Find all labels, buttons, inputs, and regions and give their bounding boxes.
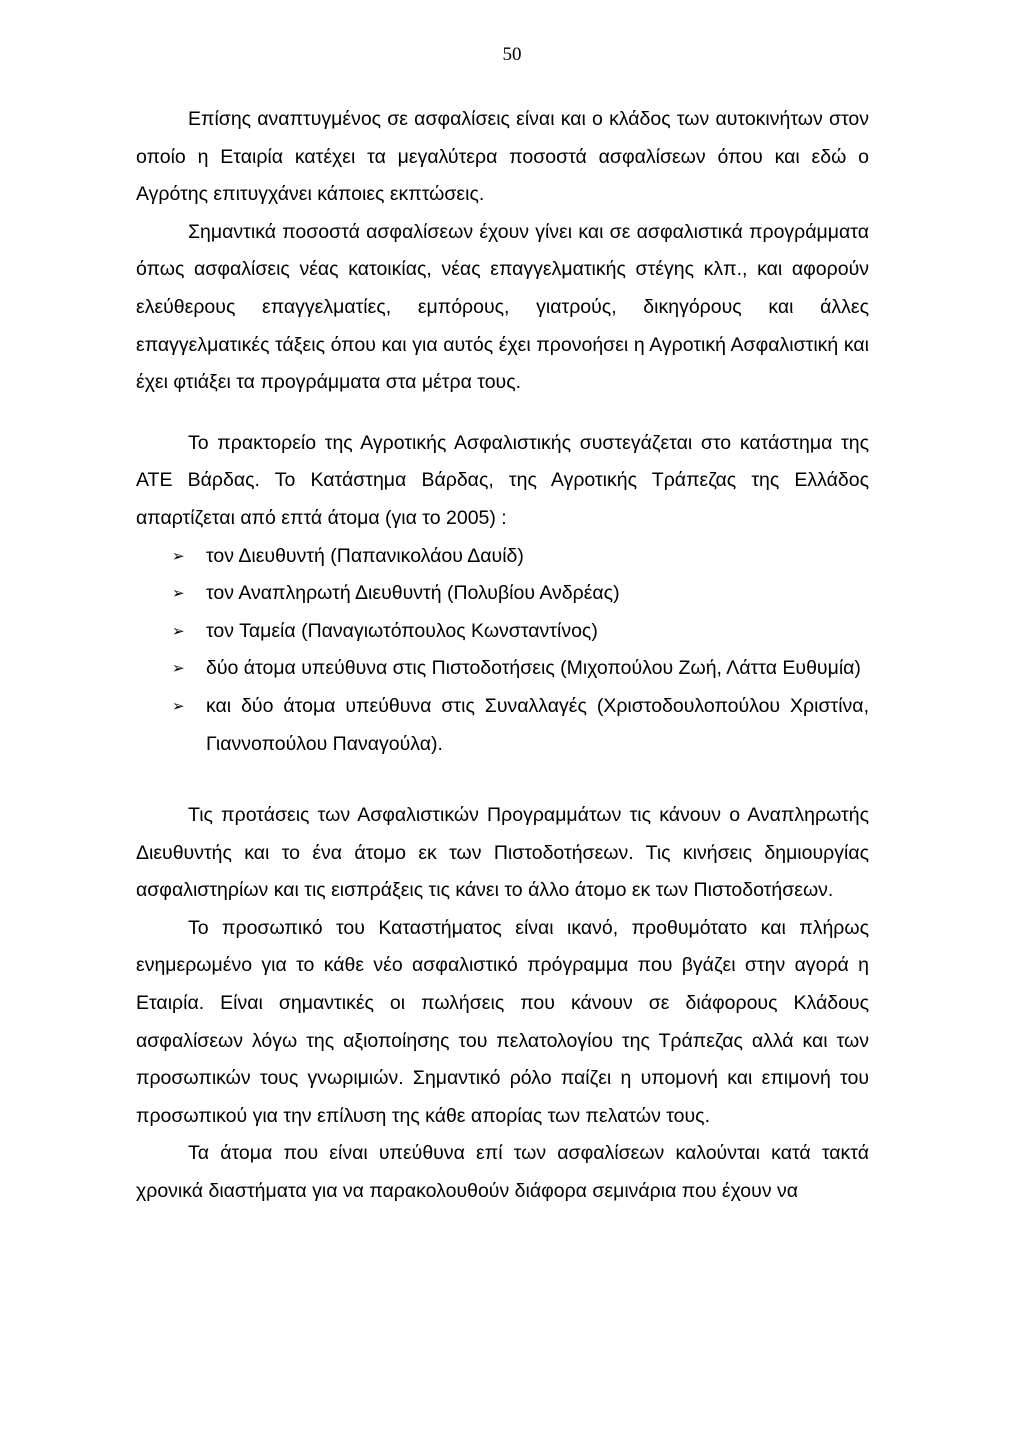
arrowhead-bullet-icon: ➢ — [172, 546, 185, 565]
list-item-text: τον Αναπληρωτή Διευθυντή (Πολυβίου Ανδρέας) — [206, 582, 620, 605]
list-item-text: τον Ταμεία (Παναγιωτόπουλος Κωνσταντίνος) — [206, 619, 598, 642]
paragraph-insurance-programs: Σημαντικά ποσοστά ασφαλίσεων έχουν γίνει και σε ασφαλιστικά προγράμματα όπως ασφαλίσεις νέας κατοικίας, νέας επαγγελματικής στέγης κλπ., και αφορούν ελεύθερους επαγγελματίες, εμπόρους, γιατρούς, δικηγόρους και άλλες επαγγελματικές τάξεις όπου και για αυτός έχει προνοήσει η Αγροτική Ασφαλιστική και έχει φτιάξει τα προγράμματα στα μέτρα τους. — [136, 220, 869, 394]
paragraph-seminars: Τα άτομα που είναι υπεύθυνα επί των ασφαλίσεων καλούνται κατά τακτά χρονικά διαστήματα για να παρακολουθούν διάφορα σεμινάρια που έχουν να — [136, 1142, 869, 1203]
paragraph-staff-quality: Το προσωπικό του Καταστήματος είναι ικανό, προθυμότατο και πλήρως ενημερωμένο για το κάθε νέο ασφαλιστικό πρόγραμμα που βγάζει στην αγορά η Εταιρία. Είναι σημαντικές οι πωλήσεις που κάνουν σε διάφορους Κλάδους ασφαλίσεων λόγω της αξιοποίησης του πελατολογίου της Τράπεζας αλλά και των προσωπικών τους γνωριμιών. Σημαντικό ρόλο παίζει η υπομονή και επιμονή του προσωπικού για την επίλυση της κάθε απορίας των πελατών τους. — [136, 916, 869, 1127]
list-item-text: τον Διευθυντή (Παπανικολάου Δαυίδ) — [206, 544, 524, 567]
list-item-text: και δύο άτομα υπεύθυνα στις Συναλλαγές (Χριστοδουλοπούλου Χριστίνα, Γιαννοπούλου Παναγούλα). — [206, 694, 869, 755]
list-item — [136, 650, 869, 688]
list-item-text: δύο άτομα υπεύθυνα στις Πιστοδοτήσεις (Μιχοπούλου Ζωή, Λάττα Ευθυμία) — [206, 657, 861, 680]
arrowhead-bullet-icon: ➢ — [172, 621, 185, 640]
document-body — [136, 101, 869, 1211]
list-item — [136, 613, 869, 651]
paragraph-program-proposals: Τις προτάσεις των Ασφαλιστικών Προγραμμάτων τις κάνουν ο Αναπληρωτής Διευθυντής και το ένα άτομο εκ των Πιστοδοτήσεων. Τις κινήσεις δημιουργίας ασφαλιστηρίων και τις εισπράξεις τις κάνει το άλλο άτομο εκ των Πιστοδοτήσεων. — [136, 804, 869, 902]
list-item — [136, 538, 869, 576]
staff-list — [136, 538, 869, 764]
arrowhead-bullet-icon: ➢ — [172, 696, 185, 715]
list-item — [136, 575, 869, 613]
paragraph-agency-location: Το πρακτορείο της Αγροτικής Ασφαλιστικής συστεγάζεται στο κατάστημα της ΑΤΕ Βάρδας. Το Κατάστημα Βάρδας, της Αγροτικής Τράπεζας της Ελλάδος απαρτίζεται από επτά άτομα (για το 2005) : — [136, 431, 869, 529]
arrowhead-bullet-icon: ➢ — [172, 659, 185, 678]
list-item — [136, 688, 869, 763]
arrowhead-bullet-icon: ➢ — [172, 584, 185, 603]
page-number: 50 — [502, 44, 522, 65]
paragraph-car-insurance: Επίσης αναπτυγμένος σε ασφαλίσεις είναι και ο κλάδος των αυτοκινήτων στον οποίο η Εταιρία κατέχει τα μεγαλύτερα ποσοστά ασφαλίσεων όπου και εδώ ο Αγρότης επιτυγχάνει κάποιες εκπτώσεις. — [136, 108, 869, 206]
